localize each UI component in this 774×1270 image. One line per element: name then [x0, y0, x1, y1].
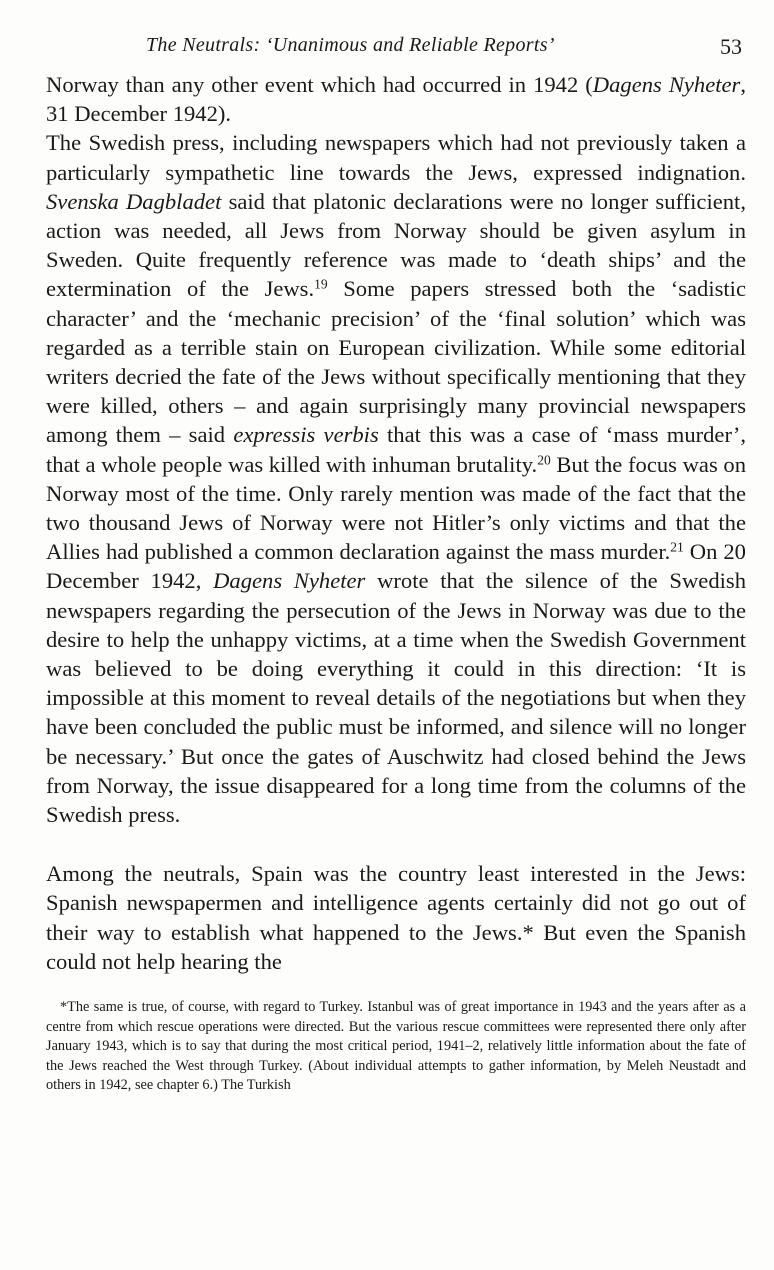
page-number: 53: [720, 34, 742, 59]
text-run: said that platonic declarations were no longer sufficient, action was needed, all Jews from Norway should be given asylum in Sweden. Quite frequently reference was made to ‘death ships’ and the extermination of the Jews.: [46, 188, 746, 302]
running-head: [46, 34, 746, 70]
text-run: Some papers stressed both the ‘sadistic character’ and the ‘mechanic precision’ of the ‘final solution’ which was regarded as a terrible stain on European civilization. While some editorial writers decried the fate of the Jews without specifically mentioning that they were killed, others – and again surprisingly many provincial newspapers among them – said: [46, 276, 746, 448]
footnote-ref-20: 20: [537, 452, 551, 468]
section-break: [46, 829, 746, 859]
text-run: Norway than any other event which had occurred in 1942 (: [46, 72, 593, 97]
text-run: that this was a case of ‘mass murder’, that a whole people was killed with inhuman brutality.: [46, 422, 746, 477]
text-run: , 31 December 1942).: [46, 72, 747, 127]
footnote-ref-19: 19: [314, 276, 328, 292]
paragraph-swedish-press: [46, 128, 746, 829]
newspaper-title: Dagens Nyheter: [213, 568, 366, 594]
book-page: [46, 34, 746, 1096]
paragraph-spain: [46, 859, 746, 976]
text-run: The Swedish press, including newspapers which had not previously taken a particularly sympathetic line towards the Jews, expressed indignation.: [46, 130, 746, 185]
text-run: But the focus was on Norway most of the time. Only rarely mention was made of the fact that the two thousand Jews of Norway were not Hitler’s only victims and that the Allies had published a common declaration against the mass murder.: [46, 451, 746, 565]
latin-phrase: expressis verbis: [233, 422, 379, 448]
text-run: On 20 December 1942,: [46, 539, 746, 594]
paragraph-continuation: [46, 70, 746, 128]
text-run: wrote that the silence of the Swedish newspapers regarding the persecution of the Jews in Norway was due to the desire to help the unhappy victims, at a time when the Swedish Government was believed to be doing everything it could in this direction: ‘It is impossible at this moment to reveal details of the negotiations but when they have been concluded the public must be informed, and silence will no longer be necessary.’ But once the gates of Auschwitz had closed behind the Jews from Norway, the issue disappeared for a long time from the columns of the Swedish press.: [46, 568, 746, 828]
newspaper-title: Dagens Nyheter: [592, 72, 741, 97]
footnote-ref-21: 21: [670, 539, 684, 555]
newspaper-title: Svenska Dagbladet: [46, 188, 222, 214]
running-title: The Neutrals: ‘Unanimous and Reliable Reports’: [146, 34, 555, 56]
text-run: Among the neutrals, Spain was the country least interested in the Jews: Spanish newspapermen and intelligence agents certainly did not go out of their way to establish what happened to the Jews.* But even the Spanish could not help hearing the: [46, 861, 746, 974]
footnote: *The same is true, of course, with regard to Turkey. Istanbul was of great importance in 1943 and the years after as a centre from which rescue operations were directed. But the various rescue committees were represented there only after January 1943, which is to say that during the most critical period, 1941–2, relatively little information about the fate of the Jews reached the West through Turkey. (About individual attempts to gather information, by Meleh Neustadt and others in 1942, see chapter 6.) The Turkish: [46, 999, 746, 1094]
